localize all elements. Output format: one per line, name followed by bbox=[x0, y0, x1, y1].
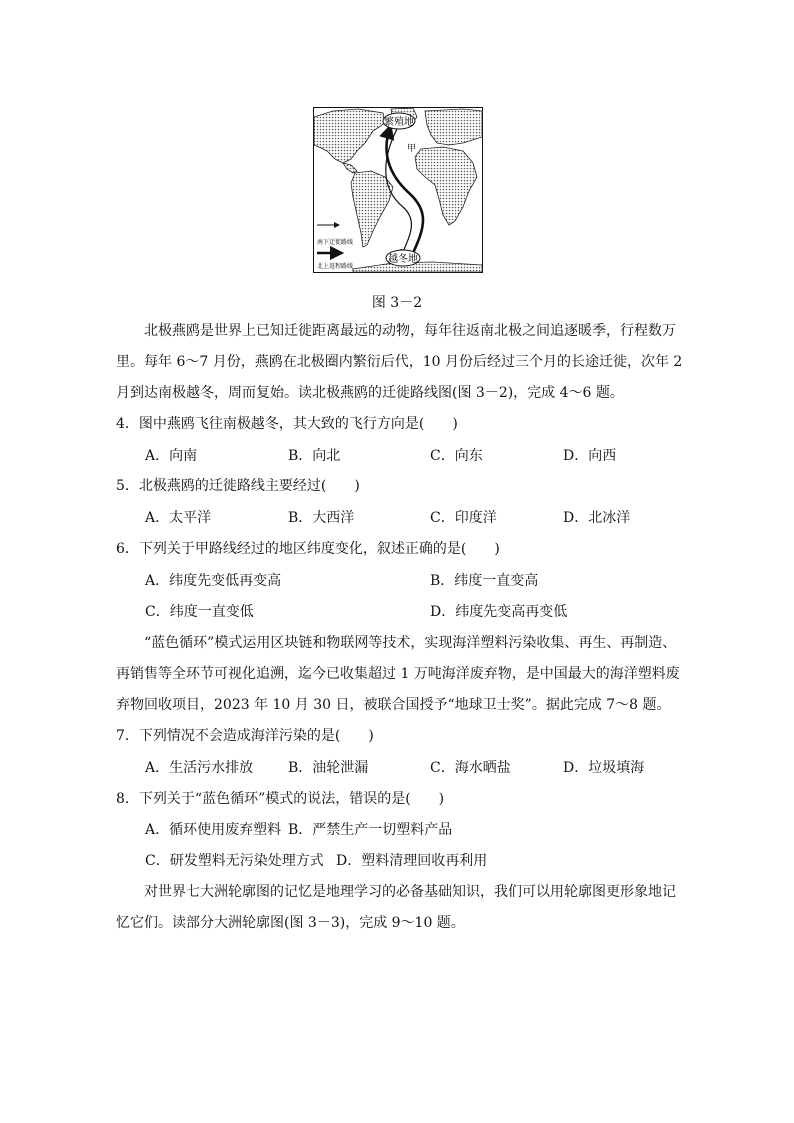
question-5-option-a: A．太平洋 bbox=[145, 510, 212, 526]
question-6-option-d: D．纬度先变高再变低 bbox=[430, 604, 568, 620]
question-4-option-d: D．向西 bbox=[563, 448, 617, 464]
question-4-option-b: B．向北 bbox=[288, 448, 341, 464]
intro1-line1: 北极燕鸥是世界上已知迁徙距离最远的动物，每年往返南北极之间追逐暖季，行程数万 bbox=[144, 323, 676, 339]
legend-southbound-label: 南下迁徙路线 bbox=[317, 239, 354, 246]
intro1-line3: 月到达南极越冬，周而复始。读北极燕鸥的迁徙路线图(图 3－2)，完成 4～6 题。 bbox=[116, 385, 624, 401]
question-5-option-d: D．北冰洋 bbox=[563, 510, 631, 526]
question-8-option-a: A．循环使用废弃塑料 bbox=[145, 822, 282, 838]
question-8-option-b: B．严禁生产一切塑料产品 bbox=[288, 822, 453, 838]
wintering-ground-label: 越冬地 bbox=[388, 254, 418, 265]
question-5-stem: 5．北极燕鸥的迁徙路线主要经过( ) bbox=[116, 478, 360, 494]
question-6-stem: 6．下列关于甲路线经过的地区纬度变化，叙述正确的是( ) bbox=[116, 541, 500, 557]
migration-map bbox=[313, 107, 483, 273]
intro2-line1: “蓝色循环”模式运用区块链和物联网等技术，实现海洋塑料污染收集、再生、再制造、 bbox=[144, 635, 677, 651]
question-7-option-c: C．海水晒盐 bbox=[430, 760, 511, 776]
question-7-option-b: B．油轮泄漏 bbox=[288, 760, 369, 776]
route-jia-label: 甲 bbox=[407, 144, 417, 154]
question-6-option-a: A．纬度先变低再变高 bbox=[145, 573, 282, 589]
question-4-option-c: C．向东 bbox=[430, 448, 483, 464]
intro2-line3: 弃物回收项目，2023 年 10 月 30 日，被联合国授予“地球卫士奖”。据此完成 7～8 题。 bbox=[116, 697, 671, 713]
figure-caption: 图 3－2 bbox=[371, 295, 423, 311]
question-6-option-c: C．纬度一直变低 bbox=[145, 604, 254, 620]
question-8-option-d: D．塑料清理回收再利用 bbox=[336, 853, 488, 869]
question-4-stem: 4．图中燕鸥飞往南极越冬，其大致的飞行方向是( ) bbox=[116, 416, 458, 432]
intro2-line2: 再销售等全环节可视化追溯，迄今已收集超过 1 万吨海洋废弃物，是中国最大的海洋塑料废 bbox=[116, 666, 680, 682]
question-5-option-b: B．大西洋 bbox=[288, 510, 355, 526]
intro3-line2: 忆它们。读部分大洲轮廓图(图 3－3)，完成 9～10 题。 bbox=[116, 915, 465, 931]
question-8-option-c: C．研发塑料无污染处理方式 bbox=[145, 853, 324, 869]
question-7-option-a: A．生活污水排放 bbox=[145, 760, 254, 776]
question-8-stem: 8．下列关于“蓝色循环”模式的说法，错误的是( ) bbox=[116, 791, 445, 807]
question-5-option-c: C．印度洋 bbox=[430, 510, 497, 526]
question-7-option-d: D．垃圾填海 bbox=[563, 760, 645, 776]
question-6-option-b: B．纬度一直变高 bbox=[430, 573, 539, 589]
breeding-ground-label: 繁殖地 bbox=[384, 117, 414, 128]
intro1-line2: 里。每年 6～7 月份，燕鸥在北极圈内繁衍后代，10 月份后经过三个月的长途迁徙，次年 2 bbox=[116, 354, 683, 370]
legend-northbound-label: 北上返程路线 bbox=[317, 263, 354, 270]
question-7-stem: 7．下列情况不会造成海洋污染的是( ) bbox=[116, 728, 374, 744]
intro3-line1: 对世界七大洲轮廓图的记忆是地理学习的必备基础知识，我们可以用轮廓图更形象地记 bbox=[144, 884, 676, 900]
question-4-option-a: A．向南 bbox=[145, 448, 198, 464]
migration-map-figure bbox=[313, 107, 483, 273]
